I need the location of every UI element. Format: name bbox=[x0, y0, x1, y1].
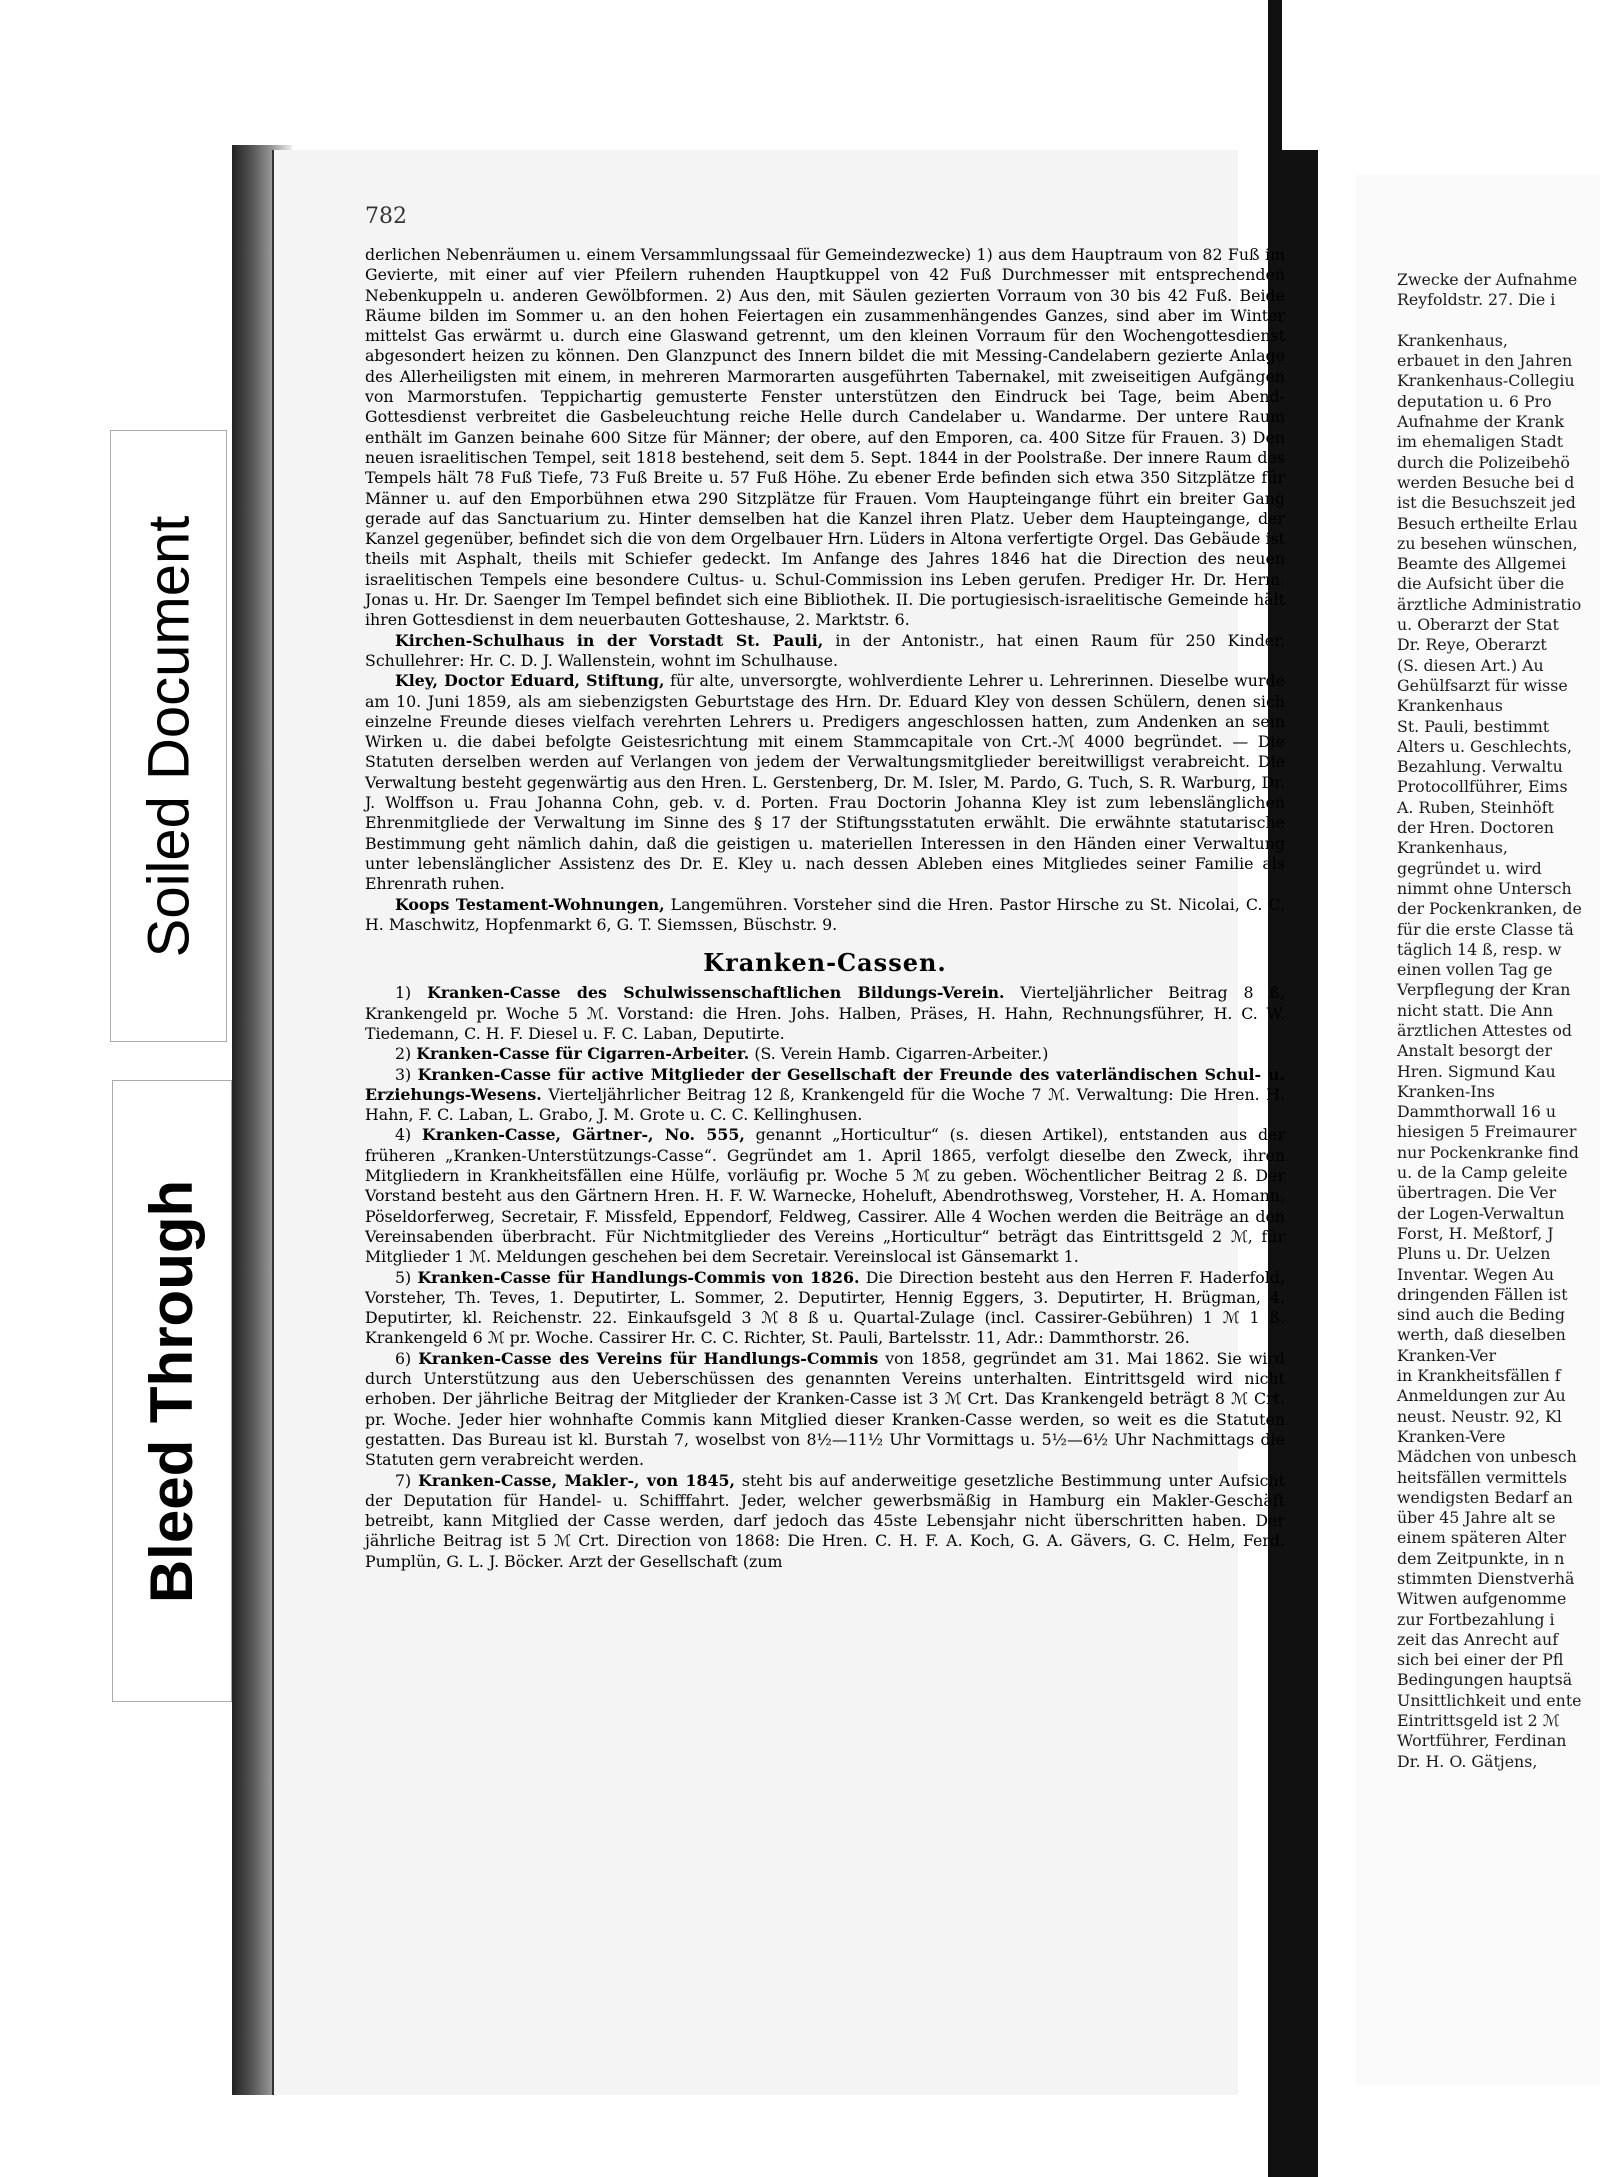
right-page-line: Anmeldungen zur Au bbox=[1397, 1386, 1566, 1406]
right-page-line: der Logen-Verwaltun bbox=[1397, 1203, 1565, 1223]
right-page-line: Mädchen von unbesch bbox=[1397, 1447, 1577, 1467]
right-page-line: neust. Neustr. 92, Kl bbox=[1397, 1406, 1562, 1426]
right-page-line: Eintrittsgeld ist 2 ℳ bbox=[1397, 1711, 1560, 1731]
right-page-line: Dammthorwall 16 u bbox=[1397, 1102, 1556, 1122]
entry-number: 2) bbox=[395, 1044, 412, 1064]
right-page-line: über 45 Jahre alt se bbox=[1397, 1508, 1556, 1528]
scan-margin bbox=[1282, 0, 1600, 150]
entry-number: 4) bbox=[395, 1125, 412, 1145]
entry-text: Vierteljährlicher Beitrag 12 ß, Krankengeld für die Woche 7 ℳ. Verwaltung: Die Hren. H. Hahn, F. C. Laban, L. Grabo, J. M. Grote u. C. C. Kellinghusen. bbox=[365, 1084, 1285, 1125]
right-page-line: der Hren. Doctoren bbox=[1397, 818, 1554, 838]
entry-title: Kranken-Casse für Handlungs-Commis von 1826. bbox=[417, 1267, 860, 1287]
right-page-line: Besuch ertheilte Erlau bbox=[1397, 513, 1578, 533]
entry-title: Kranken-Casse für active Mitglieder der Gesellschaft der Freunde des vaterländischen Schul- u. Erziehungs-Wesens. bbox=[365, 1064, 1285, 1104]
right-page-line: durch die Polizeibehö bbox=[1397, 452, 1570, 472]
right-page-line: stimmten Dienstverhä bbox=[1397, 1569, 1575, 1588]
entry-text: Vierteljährlicher Beitrag 8 ß, Krankengeld pr. Woche 5 ℳ. Vorstand: die Hren. Johs. Halben, Präses, H. Hahn, Rechnungsführer, H. C. W. Tiedemann, C. H. F. Diesel u. F. C. Laban, Deputirte. bbox=[365, 983, 1285, 1043]
entry-text: (S. Verein Hamb. Cigarren-Arbeiter.) bbox=[749, 1044, 1049, 1064]
right-page-line: Anstalt besorgt der bbox=[1397, 1041, 1552, 1061]
entry-title: Kranken-Casse, Makler-, von 1845, bbox=[418, 1470, 735, 1490]
entry-title: Koops Testament-Wohnungen, bbox=[395, 894, 665, 914]
right-page-line: u. Oberarzt der Stat bbox=[1397, 615, 1559, 635]
right-page-line: zur Fortbezahlung i bbox=[1397, 1609, 1555, 1629]
right-page-line: werden Besuche bei d bbox=[1397, 472, 1575, 492]
right-page-line: Forst, H. Meßtorf, J bbox=[1397, 1223, 1554, 1243]
soiled-document-label: Soiled Document bbox=[136, 515, 201, 957]
entry-title: Kranken-Casse des Schulwissenschaftlichen Bildungs-Verein. bbox=[427, 983, 1005, 1003]
right-page-line: zeit das Anrecht auf bbox=[1397, 1629, 1559, 1649]
right-page-line: ärztliche Administratio bbox=[1397, 594, 1582, 614]
right-page-line: Alters u. Geschlechts, bbox=[1397, 736, 1573, 756]
entry-number: 1) bbox=[395, 983, 412, 1003]
entry-number: 5) bbox=[395, 1267, 412, 1287]
page-number: 782 bbox=[365, 204, 407, 229]
paragraph-kirchen-schulhaus bbox=[365, 631, 1285, 672]
casse-entry bbox=[365, 983, 1285, 1044]
right-page-line: hiesigen 5 Freimaurer bbox=[1397, 1122, 1577, 1142]
right-page-line: übertragen. Die Ver bbox=[1397, 1183, 1557, 1203]
right-page-line: nicht statt. Die Ann bbox=[1397, 1000, 1554, 1020]
right-page-line: Pluns u. Dr. Uelzen bbox=[1397, 1244, 1551, 1264]
right-page-line: nur Pockenkranke find bbox=[1397, 1142, 1579, 1162]
right-page-line: der Pockenkranken, de bbox=[1397, 899, 1582, 919]
right-page-line: heitsfällen vermittels bbox=[1397, 1467, 1568, 1487]
entry-title: Kranken-Casse, Gärtner-, No. 555, bbox=[422, 1125, 745, 1145]
paragraph-kley-stiftung bbox=[365, 671, 1285, 894]
entry-title: Kranken-Casse des Vereins für Handlungs-Commis bbox=[418, 1348, 879, 1368]
right-page-line: in Krankheitsfällen f bbox=[1397, 1366, 1561, 1386]
paragraph-text: Langemühren. Vorsteher sind die Hren. Pastor Hirsche zu St. Nicolai, C. C. H. Maschwitz, Hopfenmarkt 6, G. T. Siemssen, Büschstr. 9. bbox=[365, 894, 1286, 934]
right-page-line: u. de la Camp geleite bbox=[1397, 1163, 1568, 1183]
right-page-line: die Aufsicht über die bbox=[1397, 574, 1565, 594]
paragraph-synagogue bbox=[365, 245, 1285, 631]
right-page-line: Kranken-Vere bbox=[1397, 1426, 1506, 1446]
right-page-line: Bedingungen hauptsä bbox=[1397, 1670, 1573, 1690]
casse-entry bbox=[365, 1471, 1285, 1572]
right-page-line: wendigsten Bedarf an bbox=[1397, 1487, 1573, 1507]
casse-entry bbox=[365, 1044, 1285, 1064]
right-page-line: einem späteren Alter bbox=[1397, 1528, 1567, 1548]
right-page-line: Wortführer, Ferdinan bbox=[1397, 1731, 1567, 1751]
right-page-line: Aufnahme der Krank bbox=[1397, 412, 1565, 432]
right-page-line: Witwen aufgenomme bbox=[1397, 1589, 1567, 1609]
casse-entry bbox=[365, 1125, 1285, 1267]
right-page-line: Krankenhaus-Collegiu bbox=[1397, 371, 1575, 391]
entry-number: 6) bbox=[395, 1348, 412, 1368]
casse-entry bbox=[365, 1065, 1285, 1126]
right-page-line: Verpflegung der Kran bbox=[1397, 980, 1571, 1000]
right-page-line: einen vollen Tag ge bbox=[1397, 960, 1553, 980]
paragraph-koops bbox=[365, 895, 1285, 936]
entry-number: 3) bbox=[395, 1064, 412, 1084]
right-page-line: ist die Besuchszeit jed bbox=[1397, 493, 1576, 513]
right-page-line: Dr. Reye, Oberarzt bbox=[1397, 635, 1547, 655]
right-page-line: Gehülfsarzt für wisse bbox=[1397, 675, 1568, 695]
entry-text: Die Direction besteht aus den Herren F. Haderfold, Vorsteher, Th. Teves, 1. Deputirter, L. Sommer, 2. Deputirter, Hennig Eggers, 3. Deputirter, H. Brügman, 4. Deputirter, kl. Reichenstr. 22. Einkaufsgeld 3 ℳ 8 ß u. Quartal-Zulage (incl. Cassirer-Gebühren) 1 ℳ 1 ß. Krankengeld 6 ℳ pr. Woche. Cassirer Hr. C. C. Richter, St. Pauli, Bartelsstr. 11, Adr.: Dammthorstr. 26. bbox=[365, 1267, 1285, 1348]
right-page-line: St. Pauli, bestimmt bbox=[1397, 716, 1550, 736]
right-page-line: ärztlichen Attestes od bbox=[1397, 1020, 1573, 1040]
right-page-line: Kranken-Ins bbox=[1397, 1081, 1495, 1101]
paragraph-text: derlichen Nebenräumen u. einem Versammlungssaal für Gemeindezwecke) 1) aus dem Hauptraum von 82 Fuß im Gevierte, mit einer auf vier Pfeilern ruhenden Hauptkuppel von 42 Fuß Durchmesser mit entsprechenden Nebenkuppeln u. anderen Gewölbformen. 2) Aus den, mit Säulen gezierten Vorraum von 30 bis 42 Fuß. Beide Räume bilden im Sommer u. an den hohen Feiertagen ein zusammenhängendes Ganzes, sind aber im Winter mittelst Gas erwärmt u. durch eine Glaswand getrennt, um den kleinen Vorraum für den Wochengottesdienst abgesondert heizen zu können. Den Glanzpunct des Innern bildet die mit Messing-Candelabern gezierte Anlage des Allerheiligsten mit einem, in mehreren Marmorarten ausgeführten Tabernakel, mit zweiseitigen Aufgängen von Marmorstufen. Teppichartig gemusterte Fenster unterstützen den Eindruck bei Tage, beim Abend-Gottesdienst verbreitet die Gasbeleuchtung reiche Helle durch Candelaber u. Wandarme. Der untere Raum enthält im Ganzen beinahe 600 Sitze für Männer; der obere, auf den Emporen, ca. 400 Sitze für Frauen. 3) Den neuen israelitischen Tempel, seit 1818 bestehend, seit dem 5. Sept. 1844 in der Poolstraße. Der innere Raum des Tempels hält 78 Fuß Tiefe, 73 Fuß Breite u. 57 Fuß Höhe. Zu ebener Erde befinden sich etwa 350 Sitzplätze für Männer u. auf den Emporbühnen etwa 290 Sitzplätze für Frauen. Vom Haupteingange führt ein breiter Gang gerade auf das Sanctuarium zu. Hinter demselben hat die Kanzel ihren Platz. Ueber dem Haupteingange, der Kanzel gegenüber, befindet sich die von dem Orgelbauer Hrn. Lüders in Altona verfertigte Orgel. Das Gebäude ist theils mit Asphalt, theils mit Schiefer gedeckt. Im Anfange des Jahres 1846 hat die Direction des neuen israelitischen Tempels eine besondere Cultus- u. Schul-Commission ins Leben gerufen. Prediger Hr. Dr. Herm. Jonas u. Hr. Dr. Saenger Im Tempel befindet sich eine Bibliothek. II. Die portugiesisch-israelitische Gemeinde hält ihren Gottesdienst in dem neuerbauten Gotteshause, 2. Marktstr. 6. bbox=[365, 245, 1285, 630]
bleed-through-label: Bleed Through bbox=[138, 1179, 206, 1603]
right-page-line: werth, daß dieselben bbox=[1397, 1325, 1566, 1345]
casse-entry bbox=[365, 1349, 1285, 1471]
right-page-line: zu besehen wünschen, bbox=[1397, 533, 1578, 553]
right-page-line: (S. diesen Art.) Au bbox=[1397, 655, 1544, 675]
right-page-line: Inventar. Wegen Au bbox=[1397, 1264, 1555, 1284]
right-page-line bbox=[1397, 311, 1600, 331]
casse-entry bbox=[365, 1268, 1285, 1349]
section-heading: Kranken-Cassen. bbox=[703, 948, 947, 978]
right-page-line: Zwecke der Aufnahme bbox=[1397, 270, 1578, 289]
right-page-line: Protocollführer, Eims bbox=[1397, 777, 1568, 797]
right-page-line: für die erste Classe tä bbox=[1397, 919, 1574, 939]
right-page-line: Kranken-Ver bbox=[1397, 1345, 1497, 1365]
bleed-through-stamp bbox=[112, 1080, 232, 1702]
entry-text: von 1858, gegründet am 31. Mai 1862. Sie wird durch Unterstützung aus den Ueberschüssen des genannten Vereins unterhalten. Eintrittsgeld wird nicht erhoben. Der jährliche Beitrag der Mitglieder der Kranken-Casse ist 3 ℳ Crt. Das Krankengeld beträgt 8 ℳ Crt. pr. Woche. Jeder hier wohnhafte Commis kann Mitglied dieser Kranken-Casse werden, so weit es die Statuten gestatten. Das Bureau ist kl. Burstah 7, woselbst von 8½—11½ Uhr Vormittags u. 5½—6½ Uhr Nachmittags die Statuten gern verabreicht werden. bbox=[365, 1348, 1285, 1470]
right-page-line: Krankenhaus, bbox=[1397, 330, 1508, 350]
paragraph-text: in der Antonistr., hat einen Raum für 250 Kinder. Schullehrer: Hr. C. D. J. Wallenstein, wohnt im Schulhause. bbox=[365, 630, 1285, 670]
right-page-line: Dr. H. O. Gätjens, bbox=[1397, 1751, 1538, 1771]
right-page-line: dringenden Fällen ist bbox=[1397, 1284, 1568, 1304]
paragraph-text: für alte, unversorgte, wohlverdiente Lehrer u. Lehrerinnen. Dieselbe wurde am 10. Juni 1859, als am siebenzigsten Geburtstage des Hrn. Dr. Eduard Kley von dessen Schülern, denen sich einzelne Freunde dieses vielfach verehrten Lehrers u. Predigers angeschlossen hatten, zum Andenken an sein Wirken u. die dabei befolgte Geistesrichtung mit einem Stammcapitale von Crt.-ℳ 4000 begründet. — Die Statuten derselben werden auf Verlangen von jedem der Verwaltungsmitglieder bereitwilligst verabreicht. Die Verwaltung besteht gegenwärtig aus den Hren. L. Gerstenberg, Dr. M. Isler, M. Pardo, G. Tuch, S. R. Warburg, Dr. J. Wolffson u. Frau Johanna Cohn, geb. v. d. Porten. Frau Doctorin Johanna Kley ist zum lebenslänglichen Ehrenmitgliede der Verwaltung im Sinne des § 17 der Stiftungsstatuten erwählt. Die erwähnte statutarische Bestimmung geht nämlich dahin, daß die geistigen u. materiellen Interessen in den Händen einer Verwaltung unter lebenslänglicher Assistenz des Dr. E. Kley u. nach dessen Ableben eines Mitgliedes seiner Familie als Ehrenrath ruhen. bbox=[365, 671, 1285, 894]
right-page-line: sind auch die Beding bbox=[1397, 1305, 1566, 1325]
right-page-line: sich bei einer der Pfl bbox=[1397, 1650, 1564, 1670]
right-page-line: deputation u. 6 Pro bbox=[1397, 391, 1552, 411]
entry-title: Kirchen-Schulhaus in der Vorstadt St. Pauli, bbox=[395, 630, 824, 650]
entry-text: genannt „Horticultur“ (s. diesen Artikel), entstanden aus der früheren „Kranken-Unterstützungs-Casse“. Gegründet am 1. April 1865, verfolgt dieselbe den Zweck, ihren Mitgliedern in Krankheitsfällen eine Hülfe, vorläufig pr. Woche 5 ℳ zu geben. Wöchentlicher Beitrag 2 ß. Der Vorstand besteht aus den Gärtnern Hren. H. F. W. Warnecke, Hoheluft, Abendrothsweg, Vorsteher, H. A. Homann, Pöseldorferweg, Secretair, F. Missfeld, Eppendorf, Feldweg, Cassirer. Alle 4 Wochen werden die Beiträge an den Vereinsabenden überbracht. Für Nichtmitglieder des Vereins „Horticultur“ beträgt das Eintrittsgeld 2 ℳ, für Mitglieder 1 ℳ. Meldungen geschehen bei dem Secretair. Vereinslocal ist Gänsemarkt 1. bbox=[365, 1125, 1285, 1267]
right-page-line: Bezahlung. Verwaltu bbox=[1397, 757, 1563, 777]
right-page-line: nimmt ohne Untersch bbox=[1397, 878, 1572, 898]
right-page-text bbox=[1397, 270, 1600, 1772]
right-page-line: Krankenhaus bbox=[1397, 696, 1503, 716]
entry-title: Kley, Doctor Eduard, Stiftung, bbox=[395, 671, 665, 691]
entry-text: steht bis auf anderweitige gesetzliche Bestimmung unter Aufsicht der Deputation für Handel- u. Schifffahrt. Jeder, welcher gewerbsmäßig in Hamburg ein Makler-Geschäft betreibt, kann Mitglied der Casse werden, darf jedoch das 45ste Lebensjahr nicht überschritten haben. Der jährliche Beitrag ist 5 ℳ Crt. Direction von 1868: Die Hren. C. H. F. A. Koch, G. A. Gävers, G. C. Helm, Ferd. Pumplün, G. L. J. Böcker. Arzt der Gesellschaft (zum bbox=[365, 1470, 1286, 1571]
entry-number: 7) bbox=[395, 1470, 412, 1490]
right-page-line: Beamte des Allgemei bbox=[1397, 554, 1567, 574]
right-page-line: dem Zeitpunkte, in n bbox=[1397, 1548, 1565, 1568]
right-page-line: im ehemaligen Stadt bbox=[1397, 432, 1564, 452]
right-page-line: Hren. Sigmund Kau bbox=[1397, 1061, 1556, 1081]
right-page-line: Krankenhaus, bbox=[1397, 838, 1508, 858]
soiled-document-stamp bbox=[110, 430, 227, 1042]
right-page-line: Reyfoldstr. 27. Die i bbox=[1397, 290, 1556, 310]
right-page-line: Unsittlichkeit und ente bbox=[1397, 1690, 1582, 1710]
right-page-line: A. Ruben, Steinhöft bbox=[1397, 797, 1554, 817]
right-page-line: erbauet in den Jahren bbox=[1397, 351, 1573, 371]
main-text-column bbox=[365, 245, 1285, 1572]
entry-title: Kranken-Casse für Cigarren-Arbeiter. bbox=[416, 1044, 750, 1064]
right-page-line: täglich 14 ß, resp. w bbox=[1397, 939, 1562, 959]
right-page-line: gegründet u. wird bbox=[1397, 858, 1542, 878]
